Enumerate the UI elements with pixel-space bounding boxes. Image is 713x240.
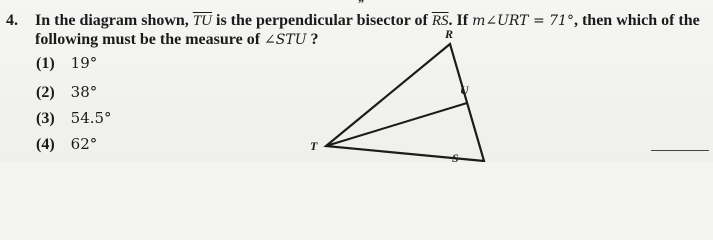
choice-number: (3) [36,110,55,127]
question-number: 4. [6,12,18,29]
question-text-part: following must be the measure of [35,31,261,48]
question-text-part: In the diagram shown, [35,12,189,29]
choice-value: 38° [70,83,98,101]
choice-number: (2) [36,84,55,101]
answer-blank-line[interactable] [651,150,709,151]
given-angle: m∠URT = 71° [472,13,574,29]
stray-mark: ” [358,0,365,10]
question-text-part: , then which of the [573,12,700,29]
label-t: T [310,139,318,153]
choice-value: 54.5° [70,109,112,127]
label-u: U [460,83,469,97]
asked-angle: ∠STU [264,32,307,48]
choice-number: (1) [36,55,55,72]
question-text-part: is the perpendicular bisector of [216,12,428,29]
segment-tu: $\overline{TU}$ [192,13,212,29]
choice-value: 62° [70,135,98,153]
choice-number: (4) [36,136,55,153]
segment-rs: $\overline{RS}$ [431,13,449,29]
label-r: R [445,27,454,41]
label-s: S [452,151,459,162]
choice-value: 19° [70,54,98,72]
segment-tu-line [326,103,467,146]
question-text-part: . If [448,12,469,29]
triangle-rts [326,44,484,161]
question-text-part: ? [310,31,319,48]
